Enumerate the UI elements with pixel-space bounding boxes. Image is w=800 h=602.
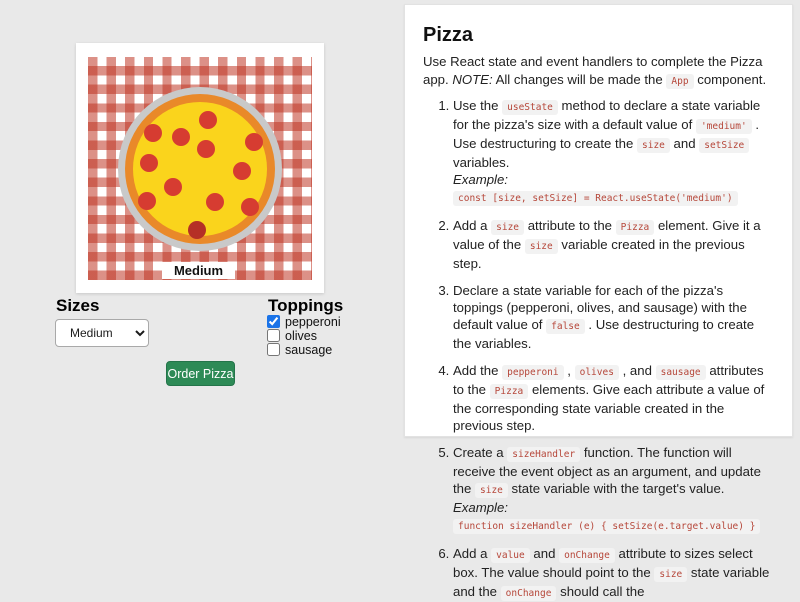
text: . Use destructuring to create the [453, 117, 760, 151]
text: Use the [453, 98, 503, 113]
pepperoni-topping [188, 221, 206, 239]
inline-code: size [525, 239, 558, 254]
pepperoni-topping [144, 124, 162, 142]
text: element. Give it a value of the [453, 218, 761, 252]
order-pizza-button[interactable]: Order Pizza [166, 361, 235, 386]
checkbox-pepperoni[interactable] [267, 315, 280, 328]
inline-code: useState [502, 100, 558, 115]
instruction-step [453, 444, 772, 535]
sizes-heading: Sizes [56, 296, 100, 315]
text: Add a [453, 546, 492, 561]
inline-code: function sizeHandler (e) { setSize(e.target.value) } [453, 519, 760, 534]
pepperoni-topping [245, 133, 263, 151]
pepperoni-topping [140, 154, 158, 172]
pizza-card [76, 43, 324, 293]
inline-code: sausage [656, 365, 706, 380]
text: Use React state and event handlers to complete the Pizza app. [423, 54, 763, 87]
instructions-steps [423, 97, 772, 602]
pepperoni-topping [241, 198, 259, 216]
inline-code: size [637, 138, 670, 153]
topping-row-sausage[interactable] [267, 343, 341, 356]
pepperoni-topping [197, 140, 215, 158]
instructions-title: Pizza [423, 24, 474, 46]
text: variable created in the previous step. [453, 237, 745, 271]
text: Declare a state variable for each of the pizza's toppings (pepperoni, olives, and sausage) with the default value of [453, 283, 747, 332]
inline-code: Pizza [616, 220, 655, 235]
text: state variable with the target's value. [507, 481, 725, 496]
toppings-heading: Toppings [268, 296, 344, 315]
inline-code: setSize [699, 138, 749, 153]
instruction-step [453, 362, 772, 434]
instruction-step [453, 282, 772, 352]
text: attributes to the [453, 363, 764, 397]
topping-row-pepperoni[interactable] [267, 315, 341, 328]
instruction-step [453, 97, 772, 207]
topping-label: olives [285, 328, 317, 343]
emphasis-text: NOTE: [452, 71, 493, 87]
text: Create a [453, 445, 508, 460]
emphasis-text: Example: [453, 500, 508, 515]
text: and [529, 546, 560, 561]
inline-code: size [654, 567, 687, 582]
text: component. [693, 71, 767, 87]
text: elements. Give each attribute a value of the corresponding state variable created in the previous step. [453, 382, 765, 433]
toppings-list [267, 315, 341, 357]
text: function. The function will receive the event object as an argument, and update the [453, 445, 761, 496]
inline-code: size [475, 483, 508, 498]
instructions-panel [404, 4, 793, 599]
pepperoni-topping [164, 178, 182, 196]
instructions-intro [423, 53, 772, 90]
pepperoni-topping [233, 162, 251, 180]
inline-code: olives [575, 365, 619, 380]
instruction-step [453, 217, 772, 272]
topping-label: pepperoni [285, 314, 341, 329]
text: All changes will be made the [492, 71, 667, 87]
text: , and [618, 363, 656, 378]
inline-code: const [size, setSize] = React.useState('medium') [453, 191, 738, 206]
text: and [669, 136, 700, 151]
inline-code: false [546, 319, 585, 334]
topping-row-olives[interactable] [267, 329, 341, 342]
checkbox-olives[interactable] [267, 329, 280, 342]
gingham-tablecloth [88, 57, 312, 280]
pepperoni-topping [199, 111, 217, 129]
inline-code: onChange [559, 548, 615, 563]
topping-label: sausage [285, 342, 333, 357]
text: Add the [453, 363, 503, 378]
text: , [563, 363, 575, 378]
text: Add a [453, 218, 492, 233]
instruction-step [453, 545, 772, 602]
inline-code: App [666, 74, 693, 89]
pepperoni-topping [172, 128, 190, 146]
pepperoni-topping [138, 192, 156, 210]
inline-code: 'medium' [696, 119, 752, 134]
pizza-size-label: Medium [162, 262, 235, 279]
text: method to declare a state variable for the pizza's size with a default value of [453, 98, 761, 132]
checkbox-sausage[interactable] [267, 343, 280, 356]
text: . Use destructuring to create the variables. [453, 317, 755, 351]
emphasis-text: Example: [453, 172, 508, 187]
text: attribute to sizes select box. The value should point to the [453, 546, 753, 580]
pepperoni-topping [206, 193, 224, 211]
inline-code: value [491, 548, 530, 563]
inline-code: Pizza [490, 384, 529, 399]
text: variables. [453, 155, 510, 170]
inline-code: pepperoni [502, 365, 563, 380]
text: state variable and the [453, 565, 770, 599]
sizes-select[interactable] [55, 319, 149, 347]
text: should call the [556, 584, 645, 599]
inline-code: sizeHandler [507, 447, 580, 462]
inline-code: onChange [501, 586, 557, 601]
inline-code: size [491, 220, 524, 235]
text: attribute to the [524, 218, 616, 233]
